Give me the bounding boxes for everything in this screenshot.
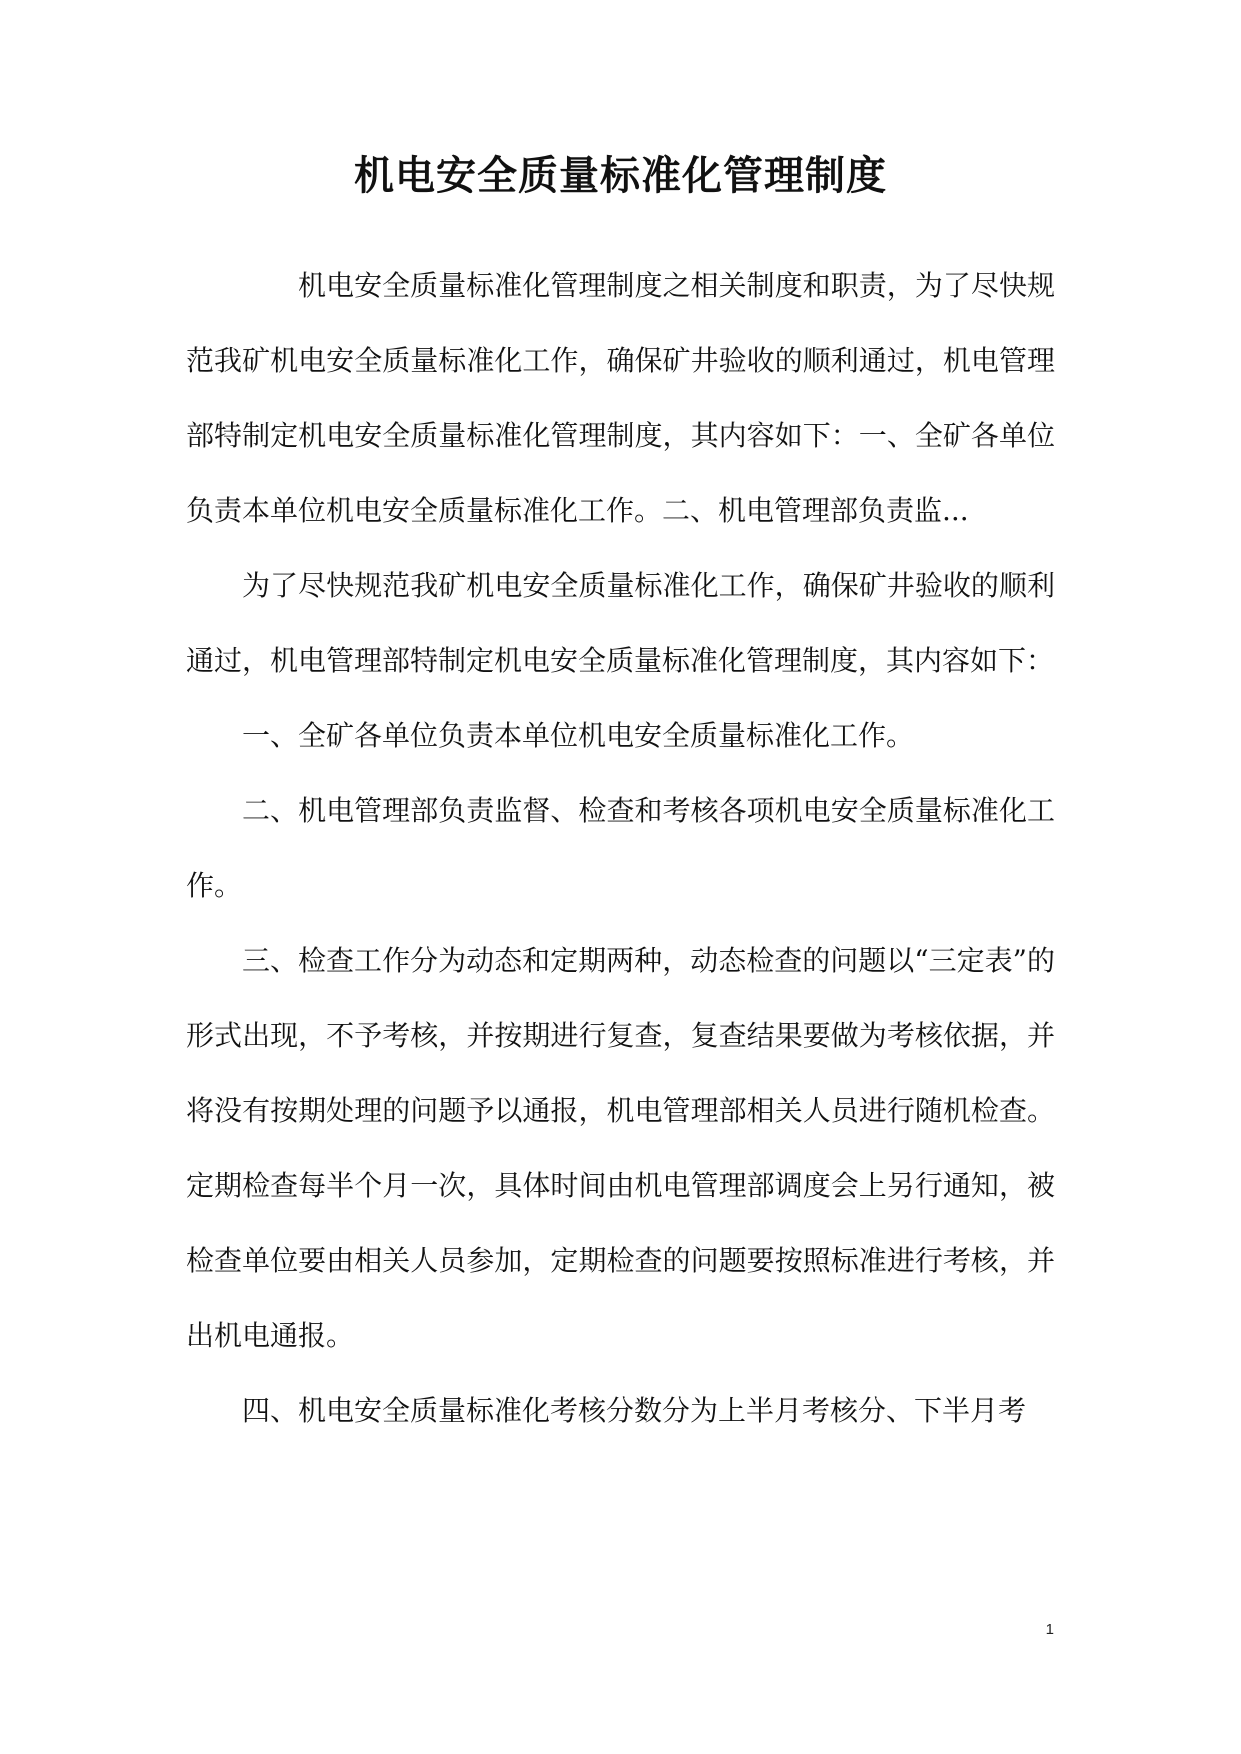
paragraph-item-4: 四、机电安全质量标准化考核分数分为上半月考核分、下半月考 xyxy=(242,1394,1027,1427)
paragraph-item-3: 三、检查工作分为动态和定期两种，动态检查的问题以“三定表”的形式出现，不予考核，并按期进行复查，复查结果要做为考核依据，并将没有按期处理的问题予以通报，机电管理部相关人员进行随机检查。定期检查每半个月一次，具体时间由机电管理部调度会上另行通知，被检查单位要由相关人员参加，定期检查的问题要按照标准进行考核，并出机电通报。 xyxy=(186,944,1055,1352)
document-body xyxy=(186,248,1055,1448)
paragraph-preamble: 为了尽快规范我矿机电安全质量标准化工作，确保矿井验收的顺利通过，机电管理部特制定机电安全质量标准化管理制度，其内容如下： xyxy=(186,569,1055,677)
paragraph-summary: 机电安全质量标准化管理制度之相关制度和职责，为了尽快规范我矿机电安全质量标准化工作，确保矿井验收的顺利通过，机电管理部特制定机电安全质量标准化管理制度，其内容如下：一、全矿各单位负责本单位机电安全质量标准化工作。二、机电管理部负责监... xyxy=(186,269,1055,527)
document-title: 机电安全质量标准化管理制度 xyxy=(354,152,887,199)
paragraph-item-1: 一、全矿各单位负责本单位机电安全质量标准化工作。 xyxy=(242,719,915,752)
paragraph-item-2: 二、机电管理部负责监督、检查和考核各项机电安全质量标准化工作。 xyxy=(186,794,1055,902)
page-number: 1 xyxy=(1045,1621,1054,1638)
